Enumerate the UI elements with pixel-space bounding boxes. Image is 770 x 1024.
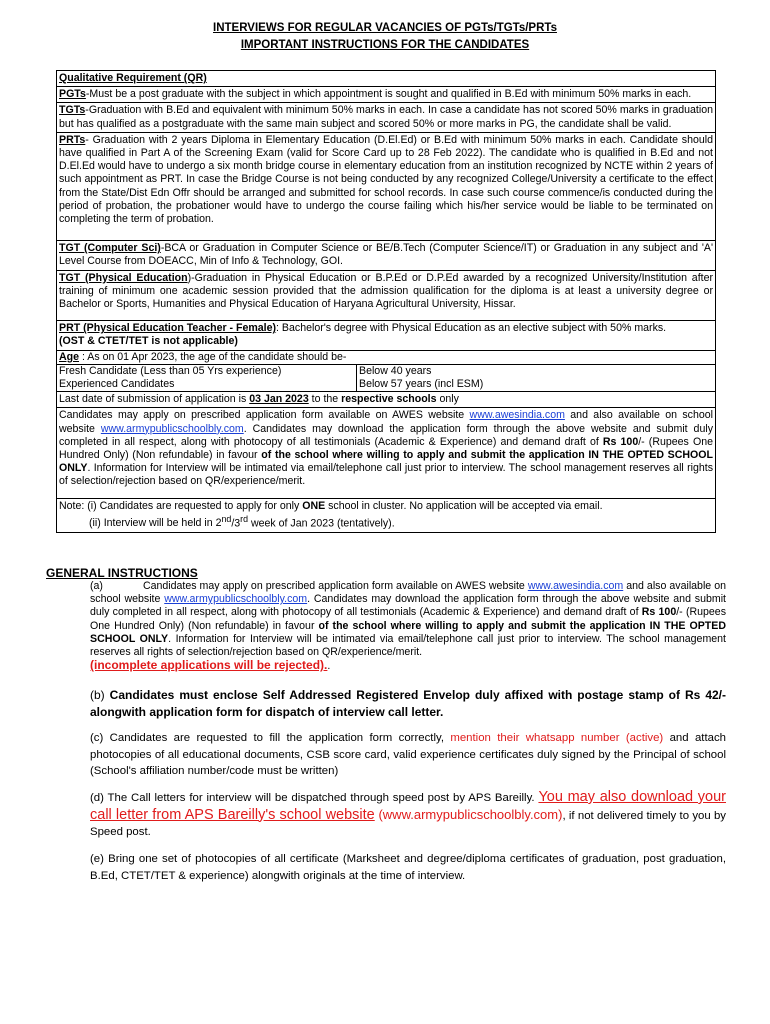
tgt-cs-text: -BCA or Graduation in Computer Science or BE/B.Tech (Computer Science/IT) or Graduation in any subject and 'A' Level Course from DOEACC, Min of Info & Technology, GOI.: [59, 242, 713, 268]
tgt-cs-label: TGT (Computer Sci): [59, 242, 161, 255]
prt-pe-note: (OST & CTET/TET is not applicable): [59, 335, 238, 348]
pgt-label: PGTs: [59, 88, 86, 101]
qr-tgt-row: [57, 103, 715, 132]
note-1a: Note: (i) Candidates are requested to apply for only: [59, 499, 303, 512]
instruction-a-bold: of the school where willing to apply and submit the application IN THE OPTED SCHOOL ONLY: [90, 619, 726, 645]
instruction-c-text-1: (c) Candidates are requested to fill the application form correctly,: [90, 732, 451, 744]
last-date-schools: respective schools: [341, 393, 437, 406]
document-subtitle: IMPORTANT INSTRUCTIONS FOR THE CANDIDATES: [240, 39, 530, 51]
instruction-c-red: mention their whatsapp number (active): [450, 732, 664, 744]
qr-note-row: [57, 499, 715, 532]
awes-link[interactable]: www.awesindia.com: [469, 409, 565, 422]
qr-heading-row: [57, 71, 715, 87]
incomplete-warning: (incomplete applications will be rejected).: [90, 658, 328, 673]
note-2c: week of Jan 2023 (tentatively).: [248, 517, 395, 530]
prt-text: - Graduation with 2 years Diploma in Elementary Education (D.El.Ed) or B.Ed with minimum 50% marks in each. Candidate should have qualified in Part A of the Screening Exam (valid for Score Card up to 28 Feb 2022). The candidate who is qualified in B.Ed and not D.El.Ed would have to undergo a six month bridge course in elementary education from an institution recognized by NCTE within 2 years of such appointment as PRT. In case the Bridge Course is not being conducted by any recognized College/University a certificate to the effect from the State/Dist Edn Offr should be arranged and submitted for school records. In case such course commence/is conducted during the period of probation, the probationer would have to undergo the course failing which his/her service would be liable to be terminated on completing the term of probation.: [59, 133, 713, 226]
last-date-value: 03 Jan 2023: [249, 393, 309, 406]
apply-text-5: . Information for Interview will be intimated via email/telephone call just prior to interview. The school management reserves all rights of selection/rejection based on QR/experience/merit.: [59, 462, 713, 488]
instruction-d-red-url: (www.armypublicschoolbly.com): [374, 806, 563, 822]
qr-apply-row: [57, 408, 715, 498]
instruction-b-text: Candidates must enclose Self Addressed Registered Envelop duly affixed with postage stamp of Rs 42/- alongwith application form for dispatch of interview call letter.: [90, 688, 726, 719]
prt-pe-text: : Bachelor's degree with Physical Education as an elective subject with 50% marks.: [276, 322, 667, 335]
apply-text-2: and also available on school website: [59, 409, 713, 435]
apply-text-4: /- (Rupees One Hundred Only) (Non refundable) in favour: [59, 435, 713, 462]
qr-pgt-row: [57, 87, 715, 103]
instruction-d-red: You may also download your call letter from APS Bareilly's school website: [90, 789, 726, 823]
instruction-e: [90, 851, 726, 884]
note-2-sup1: nd: [221, 513, 232, 524]
last-date-mid: to the: [308, 393, 342, 406]
qr-last-date-row: [57, 392, 715, 408]
instruction-b-label: (b): [90, 688, 110, 702]
qr-prt-row: [57, 133, 715, 241]
fresh-value: Below 40 years: [357, 364, 715, 378]
instruction-a-text-1: Candidates may apply on prescribed application form available on AWES website: [142, 580, 528, 592]
last-date-end: only: [436, 393, 459, 406]
age-text: : As on 01 Apr 2023, the age of the candidate should be-: [79, 350, 347, 363]
instruction-a-end: .: [327, 660, 331, 673]
general-instructions-heading: GENERAL INSTRUCTIONS: [46, 566, 198, 580]
instruction-a-text-5: . Information for Interview will be intimated via email/telephone call just prior to interview. The school management reserves all rights of selection/rejection based on QR/experience/merit.: [90, 632, 726, 659]
age-table: [57, 364, 715, 391]
apply-rs: Rs 100: [602, 435, 639, 448]
note-2b: /3: [231, 517, 241, 530]
experienced-label: Experienced Candidates: [57, 378, 357, 391]
qr-prt-pe-row: [57, 321, 715, 350]
prt-label: PRTs: [59, 133, 86, 146]
pgt-text: -Must be a post graduate with the subject in which appointment is sought and qualified in B.Ed with minimum 50% marks in each.: [85, 88, 692, 101]
tgt-pe-label: TGT (Physical Education: [59, 271, 188, 284]
tgt-pe-text: )-Graduation in Physical Education or B.P.Ed or D.P.Ed awarded by a recognized University/Institution after training of minimum one academic session provided that the admission qualification for the diploma is at least a university degree or Bachelor or Sports, Humanities and Physical Education of Haryana Agricultural University, Hissar.: [59, 271, 713, 311]
instruction-d-text-2: , if not delivered timely to you by Speed post.: [90, 809, 726, 838]
prt-pe-label: PRT (Physical Education Teacher - Female): [59, 322, 277, 335]
school-website-link[interactable]: www.armypublicschoolbly.com: [100, 422, 244, 435]
qr-heading: Qualitative Requirement (QR): [59, 72, 207, 84]
tgt-text: -Graduation with B.Ed and equivalent with minimum 50% marks in each. In case a candidate has not scored 50% marks in graduation but has qualified as a postgraduate with the same main subject and scored 50% or more marks in PG, the candidate shall be valid.: [59, 104, 713, 130]
tgt-label: TGTs: [59, 104, 86, 117]
note-1c: school in cluster. No application will be accepted via email.: [325, 499, 603, 512]
school-website-link-general[interactable]: www.armypublicschoolbly.com: [164, 593, 308, 606]
last-date-text: Last date of submission of application is: [59, 393, 250, 406]
instruction-a-label: (a): [90, 580, 103, 592]
instruction-d: [90, 789, 726, 841]
document-title: INTERVIEWS FOR REGULAR VACANCIES OF PGTs/TGTs/PRTs: [213, 22, 557, 34]
note-1b: ONE: [302, 499, 326, 512]
age-label: Age: [59, 350, 80, 363]
instruction-a-text-3: . Candidates may download the application form through the above website and submit duly completed in all respect, along with photocopy of all testimonials (Academic & Experience) and demand draft of: [90, 593, 726, 619]
note-2-sup2: rd: [240, 513, 249, 524]
fresh-label: Fresh Candidate (Less than 05 Yrs experience): [57, 364, 357, 378]
instruction-e-text: (e) Bring one set of photocopies of all certificate (Marksheet and degree/diploma certificates of graduation, post graduation, B.Ed, CTET/TET & experience) alongwith originals at the time of interview.: [90, 853, 726, 882]
qr-tgt-cs-row: [57, 241, 715, 270]
instruction-c-text-2: and attach photocopies of all educational documents, CSB score card, valid experience certificates duly signed by the Principal of school (School's affiliation number/code must be written): [90, 732, 726, 777]
instruction-a: [90, 580, 726, 673]
apply-text-3: . Candidates may download the application form through the above website and submit duly completed in all respect, along with photocopy of all testimonials (Academic & Experience) and demand draft of: [59, 422, 713, 448]
instruction-b: [90, 687, 726, 721]
experienced-value: Below 57 years (incl ESM): [359, 378, 484, 391]
awes-link-general[interactable]: www.awesindia.com: [527, 580, 624, 592]
instruction-a-rs: Rs 100: [641, 606, 677, 619]
apply-bold: of the school where willing to apply and submit the application IN THE OPTED SCHOOL ONLY: [59, 449, 713, 475]
apply-text-1: Candidates may apply on prescribed application form available on AWES website: [59, 409, 470, 422]
instruction-c: [90, 730, 726, 780]
instruction-a-text-2: and also available on school website: [90, 580, 726, 606]
instruction-a-text-4: /- (Rupees One Hundred Only) (Non refundable) in favour: [90, 606, 726, 632]
note-2a: (ii) Interview will be held in 2: [89, 517, 222, 530]
qualitative-requirements-table: [56, 70, 716, 533]
instruction-d-text-1: (d) The Call letters for interview will be dispatched through speed post by APS Bareilly.: [90, 792, 539, 804]
qr-tgt-pe-row: [57, 271, 715, 322]
qr-age-row: [57, 351, 715, 393]
